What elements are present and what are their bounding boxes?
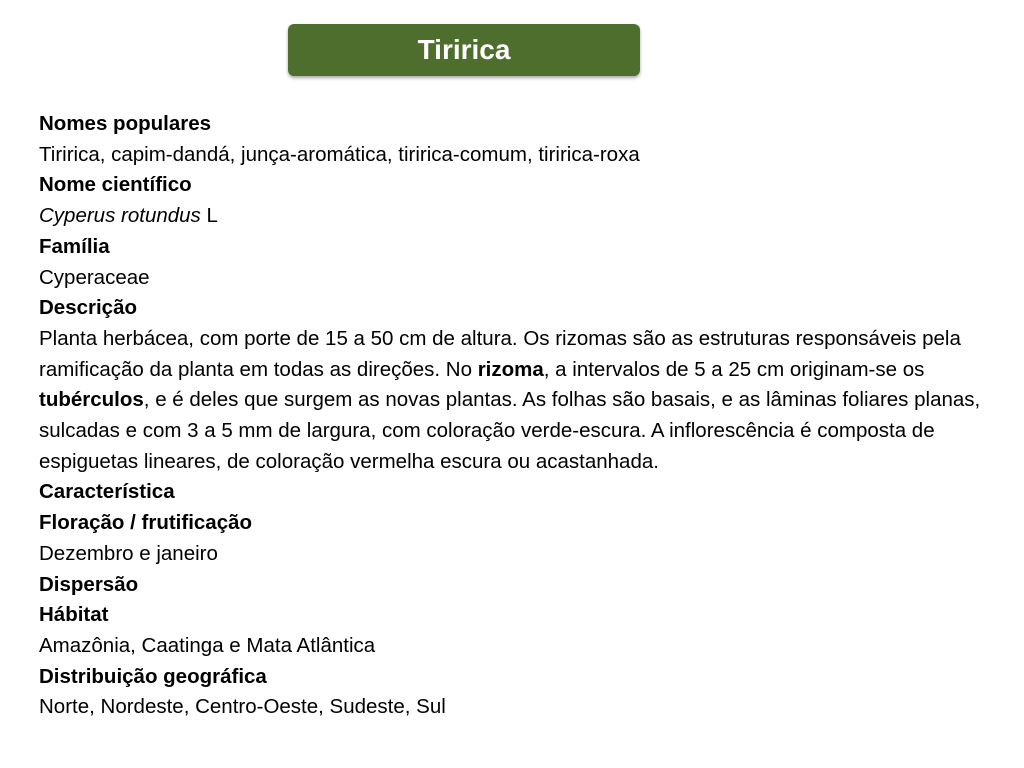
distribution-heading: Distribuição geográfica [39,664,267,688]
popular-names-value: Tiririca, capim-dandá, junça-aromática, tiririca-comum, tiririca-roxa [39,142,640,166]
description-part-3: , e é deles que surgem as novas plantas. As folhas são basais, e as lâminas foliares planas, sulcadas e com 3 a 5 mm de largura, com coloração verde-escura. A inflorescência é composta de espiguetas lineares, de coloração vermelha escura ou acastanhada. [39,388,981,473]
page-title: Tiririca [417,34,511,65]
flowering-value: Dezembro e janeiro [39,541,218,565]
description-part-2: , a intervalos de 5 a 25 cm originam-se os [543,357,925,381]
description-heading: Descrição [39,296,138,320]
dispersal-heading: Dispersão [39,572,139,596]
species-info [39,109,989,723]
description-part-1: Planta herbácea, com porte de 15 a 50 cm de altura. Os rizomas são as estruturas responsáveis pela ramificação da planta em todas as direções. No [39,326,961,381]
description-text [39,324,989,478]
characteristic-heading: Característica [39,480,175,504]
distribution-value: Norte, Nordeste, Centro-Oeste, Sudeste, Sul [39,695,446,719]
scientific-name-species: Cyperus rotundus [39,204,201,228]
flowering-heading: Floração / frutificação [39,511,253,535]
scientific-name-heading: Nome científico [39,173,192,197]
family-heading: Família [39,234,110,258]
habitat-value: Amazônia, Caatinga e Mata Atlântica [39,633,376,657]
family-value: Cyperaceae [39,265,150,289]
description-bold-rizoma: rizoma [477,357,544,381]
popular-names-heading: Nomes populares [39,112,212,135]
scientific-name-value [39,201,989,232]
scientific-name-author: L [200,204,218,228]
habitat-heading: Hábitat [39,603,109,627]
description-bold-tuberculos: tubérculos [39,388,144,412]
title-banner [288,24,640,76]
